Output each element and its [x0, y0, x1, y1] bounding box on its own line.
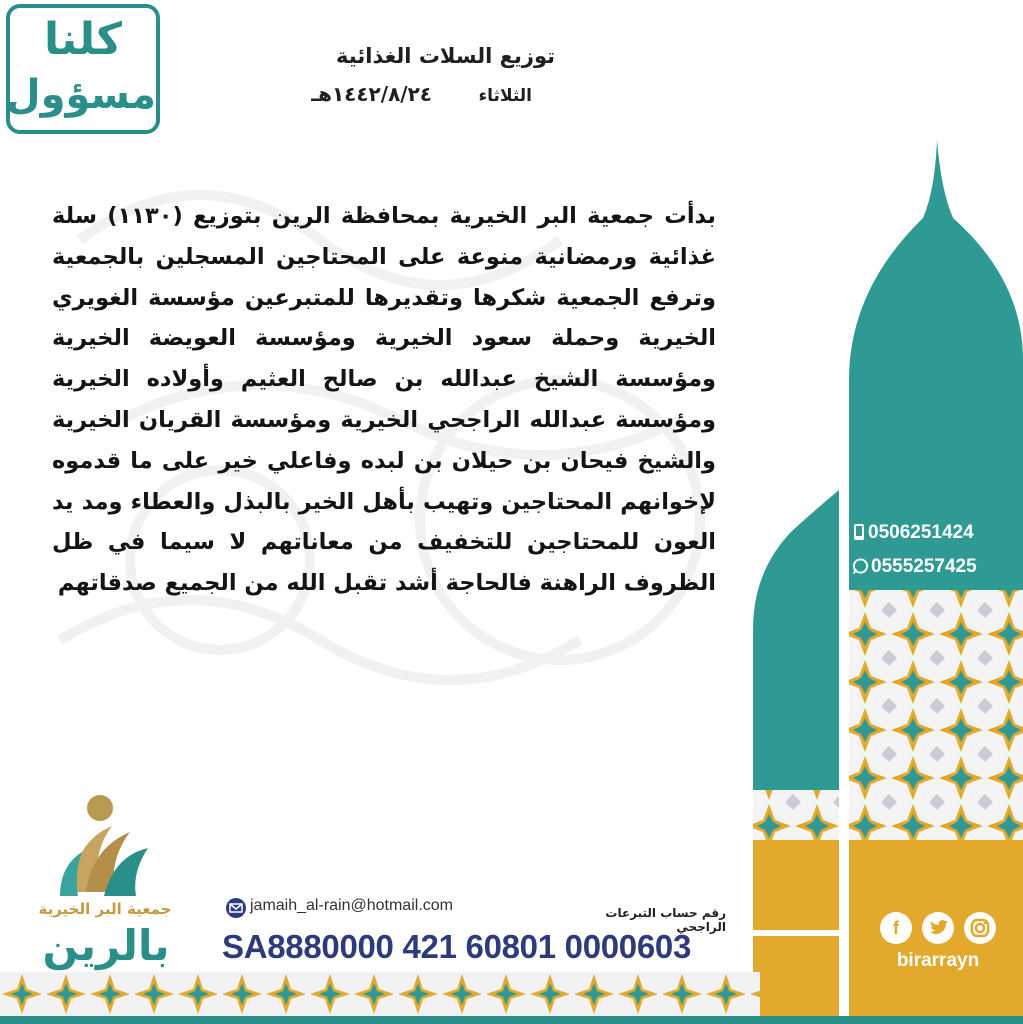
page-title: توزيع السلات الغذائية — [336, 44, 555, 68]
bottom-bar — [0, 1016, 1023, 1024]
mobile-phone-icon — [852, 523, 866, 541]
phone-whatsapp[interactable] — [852, 556, 1022, 582]
account-label: رقم حساب التبرعات الراجحي — [605, 906, 726, 934]
instagram-glyph — [964, 912, 996, 944]
header-date: ١٤٤٢/٨/٢٤هـ — [311, 82, 432, 106]
twitter-bird-glyph — [922, 912, 954, 944]
social-handle[interactable]: birarrayn — [896, 950, 980, 971]
phone-whatsapp-number: 0555257425 — [871, 556, 977, 577]
facebook-icon[interactable]: f — [880, 912, 912, 944]
org-name-large: بالرين — [42, 921, 170, 970]
announcement-body: بدأت جمعية البر الخيرية بمحافظة الرين بتوزيع (١١٣٠) سلة غذائية ورمضانية منوعة على المحتاجين المسجلين بالجمعية وترفع الجمعية شكرها وتقديرها للمتبرعين مؤسسة الغويري الخيرية وحملة سعود الخيرية ومؤسسة العويضة الخيرية ومؤسسة الشيخ عبدالله بن صالح العثيم وأولاده الخيرية ومؤسسة عبدالله الراجحي الخيرية ومؤسسة القريان الخيرية والشيخ فيحان بن حيلان بن لبده وفاعلي خير على ما قدموه لإخوانهم المحتاجين وتهيب بأهل الخير بالبذل والعطاء ومد يد العون للمحتاجين للتخفيف من معاناتهم لا سيما في ظل الظروف الراهنة فالحاجة أشد تقبل الله من الجميع صدقاتهم — [52, 203, 716, 597]
org-logo-mark — [52, 792, 162, 902]
phone-mobile[interactable] — [852, 522, 1022, 548]
slogan-line-2: مسؤول — [5, 72, 156, 118]
whatsapp-icon — [852, 557, 869, 575]
bottom-pattern-strip — [0, 972, 760, 1016]
slogan-logo — [6, 4, 160, 134]
twitter-icon[interactable] — [922, 912, 954, 944]
envelope-glyph — [226, 898, 246, 918]
phone-mobile-number: 0506251424 — [868, 522, 974, 543]
header-day: الثلاثاء — [478, 86, 532, 106]
email-address[interactable]: jamaih_al-rain@hotmail.com — [250, 897, 453, 914]
instagram-icon[interactable] — [964, 912, 996, 944]
iban-number: SA8880000 421 60801 0000603 — [222, 928, 692, 965]
org-name-small: جمعية البر الخيرية — [38, 900, 172, 918]
email-icon — [226, 898, 246, 918]
slogan-line-1: كلنا — [43, 14, 123, 65]
